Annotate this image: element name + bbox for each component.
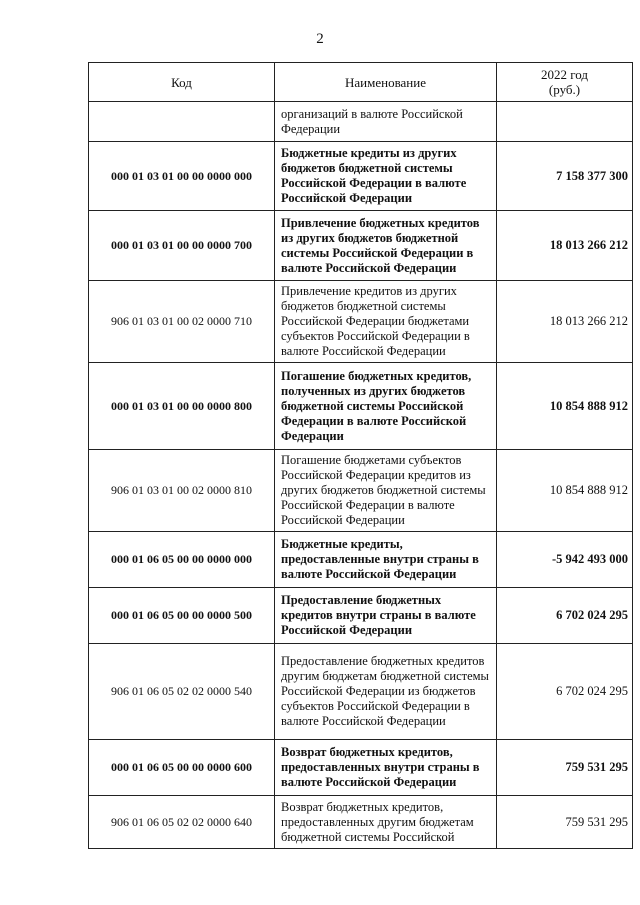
name-cell: Возврат бюджетных кредитов, предоставленных внутри страны в валюте Российской Федерации — [275, 740, 497, 796]
amount-cell: 759 531 295 — [497, 796, 633, 849]
amount-cell: -5 942 493 000 — [497, 532, 633, 588]
code-cell: 906 01 06 05 02 02 0000 640 — [89, 796, 275, 849]
header-amount-year: 2022 год — [541, 67, 588, 82]
name-cell: Погашение бюджетами субъектов Российской Федерации кредитов из других бюджетов бюджетной системы Российской Федерации в валюте Российской Федерации — [275, 450, 497, 532]
table-row — [89, 450, 633, 532]
page-number: 2 — [316, 31, 324, 47]
table-row — [89, 588, 633, 644]
code-cell: 906 01 06 05 02 02 0000 540 — [89, 644, 275, 740]
table-row — [89, 102, 633, 142]
amount-cell: 7 158 377 300 — [497, 142, 633, 211]
budget-sources-table — [88, 62, 633, 849]
header-code: Код — [89, 63, 275, 102]
table-row — [89, 644, 633, 740]
name-cell: Погашение бюджетных кредитов, полученных из других бюджетов бюджетной системы Российской Федерации в валюте Российской Федерации — [275, 363, 497, 450]
name-cell: Бюджетные кредиты, предоставленные внутри страны в валюте Российской Федерации — [275, 532, 497, 588]
name-cell: Предоставление бюджетных кредитов внутри страны в валюте Российской Федерации — [275, 588, 497, 644]
code-cell: 000 01 03 01 00 00 0000 800 — [89, 363, 275, 450]
table-row — [89, 796, 633, 849]
table-row — [89, 281, 633, 363]
code-cell: 000 01 03 01 00 00 0000 000 — [89, 142, 275, 211]
name-cell: Привлечение кредитов из других бюджетов бюджетной системы Российской Федерации бюджетами субъектов Российской Федерации в валюте Российской Федерации — [275, 281, 497, 363]
amount-cell: 10 854 888 912 — [497, 450, 633, 532]
name-cell: Привлечение бюджетных кредитов из других бюджетов бюджетной системы Российской Федерации в валюте Российской Федерации — [275, 211, 497, 281]
amount-cell: 6 702 024 295 — [497, 644, 633, 740]
name-cell: Предоставление бюджетных кредитов другим бюджетам бюджетной системы Российской Федерации из бюджетов субъектов Российской Федерации в валюте Российской Федерации — [275, 644, 497, 740]
table-body — [89, 102, 633, 849]
code-cell: 000 01 06 05 00 00 0000 000 — [89, 532, 275, 588]
table-row — [89, 363, 633, 450]
amount-cell: 10 854 888 912 — [497, 363, 633, 450]
header-name: Наименование — [275, 63, 497, 102]
table-row — [89, 142, 633, 211]
code-cell: 906 01 03 01 00 02 0000 710 — [89, 281, 275, 363]
name-cell: организаций в валюте Российской Федерации — [275, 102, 497, 142]
table-row — [89, 532, 633, 588]
code-cell: 000 01 03 01 00 00 0000 700 — [89, 211, 275, 281]
code-cell: 000 01 06 05 00 00 0000 500 — [89, 588, 275, 644]
amount-cell: 18 013 266 212 — [497, 211, 633, 281]
table-row — [89, 740, 633, 796]
table-row — [89, 211, 633, 281]
amount-cell — [497, 102, 633, 142]
code-cell — [89, 102, 275, 142]
code-cell: 906 01 03 01 00 02 0000 810 — [89, 450, 275, 532]
code-cell: 000 01 06 05 00 00 0000 600 — [89, 740, 275, 796]
header-amount — [497, 63, 633, 102]
table-header-row — [89, 63, 633, 102]
amount-cell: 18 013 266 212 — [497, 281, 633, 363]
name-cell: Бюджетные кредиты из других бюджетов бюджетной системы Российской Федерации в валюте Российской Федерации — [275, 142, 497, 211]
header-amount-unit: (руб.) — [548, 82, 581, 97]
amount-cell: 759 531 295 — [497, 740, 633, 796]
amount-cell: 6 702 024 295 — [497, 588, 633, 644]
name-cell: Возврат бюджетных кредитов, предоставленных другим бюджетам бюджетной системы Российской — [275, 796, 497, 849]
